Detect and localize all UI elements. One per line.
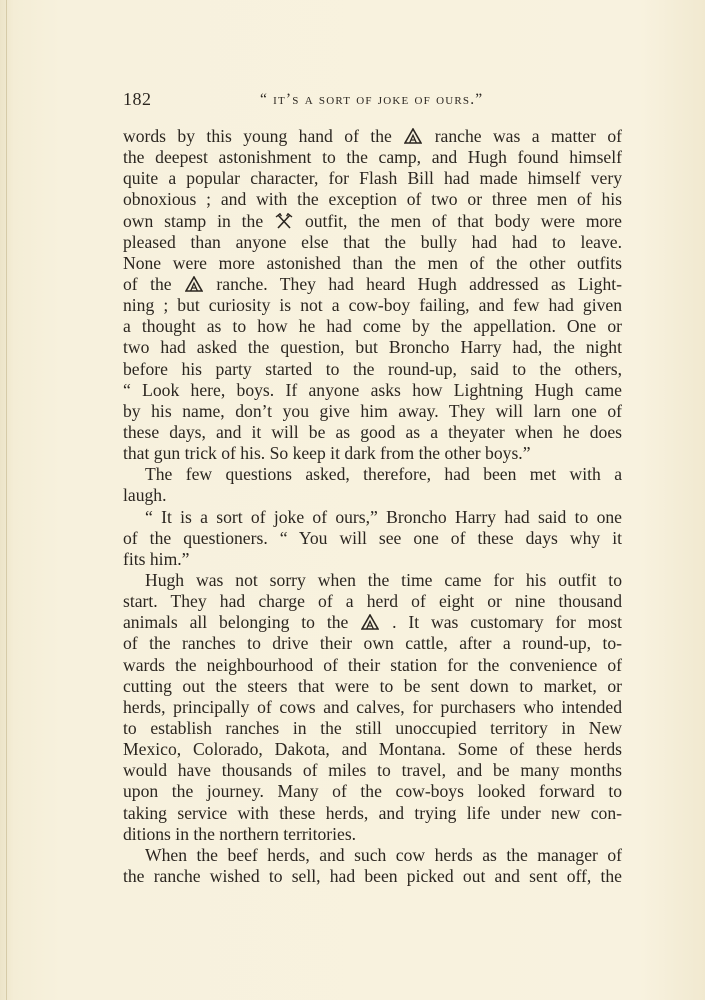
text-line xyxy=(123,803,622,824)
text-line xyxy=(123,422,622,443)
text-segment: wards the neighbourhood of their station for the convenience of xyxy=(123,654,622,675)
page-number: 182 xyxy=(123,89,152,109)
text-line xyxy=(123,464,622,485)
text-line xyxy=(123,655,622,676)
text-segment: ranche. They had heard Hugh addressed as Light- xyxy=(216,273,622,294)
text-line xyxy=(123,147,622,168)
text-segment: herds, principally of cows and calves, for purchasers who intended xyxy=(123,696,622,717)
text-segment: ning ; but curiosity is not a cow-boy failing, and few had given xyxy=(123,295,622,316)
text-segment: None were more astonished than the men of the other outfits xyxy=(123,252,622,273)
text-line xyxy=(123,401,622,422)
text-line xyxy=(123,295,622,316)
text-segment: of the ranches to drive their own cattle, after a round-up, to- xyxy=(123,633,622,654)
text-segment: to establish ranches in the still unoccupied territory in New xyxy=(123,717,622,738)
text-segment: two had asked the question, but Broncho Harry had, the night xyxy=(123,337,622,358)
text-segment: cutting out the steers that were to be sent down to market, or xyxy=(123,675,622,696)
text-segment: Mexico, Colorado, Dakota, and Montana. Some of these herds xyxy=(123,739,622,760)
text-line xyxy=(123,676,622,697)
text-segment: of the xyxy=(123,273,184,294)
text-line xyxy=(123,781,622,802)
text-line xyxy=(123,824,622,845)
a-triangle-brand-icon xyxy=(404,128,422,144)
text-segment: outfit, the men of that body were more xyxy=(304,210,622,231)
text-segment: obnoxious ; and with the exception of two or three men of his xyxy=(123,189,622,210)
text-segment: . It was customary for most xyxy=(392,612,622,633)
text-line xyxy=(123,570,622,591)
text-segment: would have thousands of miles to travel, and be many months xyxy=(123,760,622,781)
text-segment: a thought as to how he had come by the appellation. One or xyxy=(123,316,622,337)
text-line xyxy=(123,168,622,189)
text-segment: the ranche wished to sell, had been picked out and sent off, the xyxy=(123,865,622,886)
text-line xyxy=(123,845,622,866)
text-line xyxy=(123,718,622,739)
text-segment: quite a popular character, for Flash Bill had made himself very xyxy=(123,168,622,189)
text-segment: words by this young hand of the xyxy=(123,126,404,146)
text-segment: “ Look here, boys. If anyone asks how Lightning Hugh came xyxy=(123,379,622,400)
text-segment: of the questioners. “ You will see one of these days why it xyxy=(123,527,622,548)
text-segment: pleased than anyone else that the bully had had to leave. xyxy=(123,231,622,252)
text-line xyxy=(123,697,622,718)
text-segment: the deepest astonishment to the camp, and Hugh found himself xyxy=(123,147,622,168)
crossed-tools-brand-icon xyxy=(275,213,293,229)
text-line xyxy=(123,253,622,274)
text-segment: before his party started to the round-up, said to the others, xyxy=(123,358,622,379)
text-line xyxy=(123,633,622,654)
text-line xyxy=(123,549,622,570)
text-segment: Hugh was not sorry when the time came for his outfit to xyxy=(145,569,622,590)
text-segment: “ It is a sort of joke of ours,” Broncho Harry had said to one xyxy=(145,506,622,527)
text-line xyxy=(123,591,622,612)
text-segment: by his name, don’t you give him away. They will larn one of xyxy=(123,400,622,421)
text-segment: animals all belonging to the xyxy=(123,612,361,633)
text-line xyxy=(123,274,622,295)
page-header xyxy=(123,89,623,115)
text-line xyxy=(123,380,622,401)
a-triangle-brand-icon xyxy=(361,614,379,630)
text-segment: laugh. xyxy=(123,485,167,506)
text-segment: own stamp in the xyxy=(123,210,275,231)
text-line xyxy=(123,211,622,232)
text-segment: upon the journey. Many of the cow-boys looked forward to xyxy=(123,781,622,802)
text-line xyxy=(123,739,622,760)
text-segment: taking service with these herds, and trying life under new con- xyxy=(123,802,622,823)
text-line xyxy=(123,359,622,380)
text-segment: When the beef herds, and such cow herds as the manager of xyxy=(145,844,622,865)
text-segment: ranche was a matter of xyxy=(434,126,622,146)
text-segment: fits him.” xyxy=(123,548,190,569)
text-line xyxy=(123,126,622,147)
text-line xyxy=(123,528,622,549)
text-segment: ditions in the northern territories. xyxy=(123,823,357,844)
text-line xyxy=(123,337,622,358)
text-line xyxy=(123,189,622,210)
text-line xyxy=(123,612,622,633)
text-line xyxy=(123,760,622,781)
text-line xyxy=(123,232,622,253)
text-segment: The few questions asked, therefore, had been met with a xyxy=(145,464,622,485)
text-segment: start. They had charge of a herd of eight or nine thousand xyxy=(123,591,622,612)
body-text xyxy=(123,126,622,887)
text-line xyxy=(123,443,622,464)
text-line xyxy=(123,866,622,887)
text-line xyxy=(123,507,622,528)
page-gutter-edge xyxy=(6,0,7,1000)
running-head: “ it’s a sort of joke of ours.” xyxy=(260,91,484,108)
text-segment: these days, and it will be as good as a theyater when he does xyxy=(123,421,622,442)
a-triangle-brand-icon xyxy=(185,276,203,292)
text-segment: that gun trick of his. So keep it dark from the other boys.” xyxy=(123,443,531,464)
text-line xyxy=(123,485,622,506)
text-line xyxy=(123,316,622,337)
